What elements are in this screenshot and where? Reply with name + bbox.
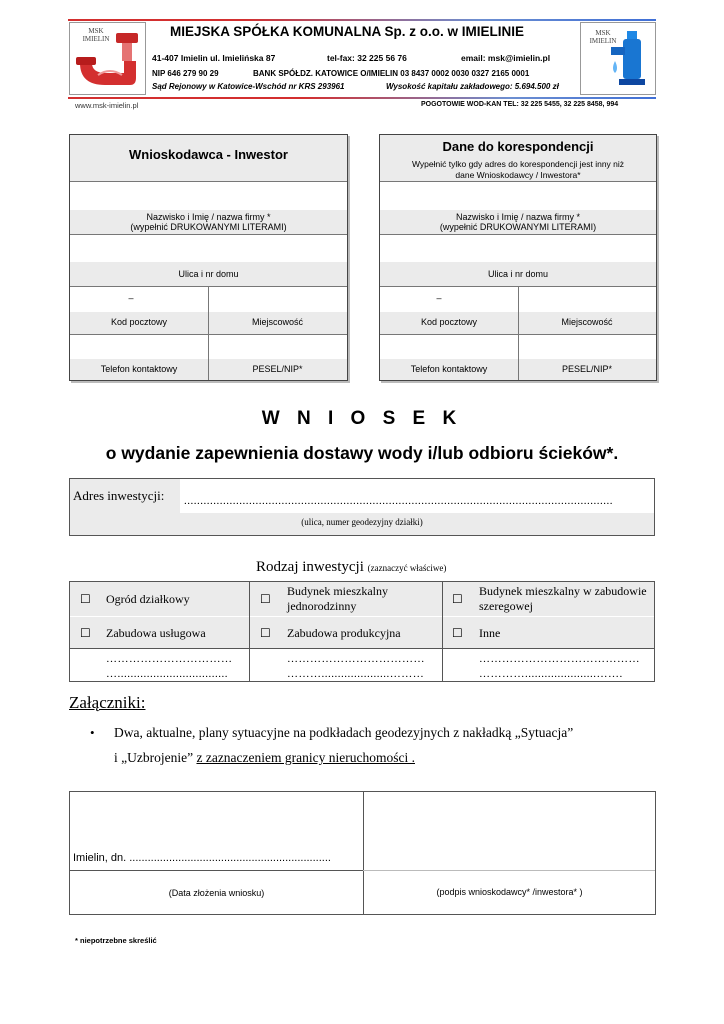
option-terraced-label	[479, 584, 647, 614]
company-court: Sąd Rejonowy w Katowice-Wschód nr KRS 293961	[152, 82, 345, 91]
applicant-street-label: Ulica i nr domu	[178, 269, 239, 279]
option-services-label: Zabudowa usługowa	[106, 626, 206, 640]
attachments-heading: Załączniki:	[69, 693, 146, 712]
option-production-label: Zabudowa produkcyjna	[287, 626, 401, 640]
other-entry-col2-line1: ………………………………	[287, 653, 425, 665]
document-title: W N I O S E K	[261, 408, 463, 429]
checkbox-services[interactable]: ☐	[80, 626, 91, 640]
other-entry-col3-line1: ……………………………………	[479, 653, 640, 665]
company-email: email: msk@imielin.pl	[461, 53, 551, 63]
applicant-city-label: Miejscowość	[251, 317, 303, 327]
document-subtitle: o wydanie zapewnienia dostawy wody i/lub odbioru ścieków*.	[105, 443, 619, 463]
other-entry-col2[interactable]	[287, 652, 439, 682]
applicant-pesel-field[interactable]	[208, 335, 347, 359]
applicant-name-label-1: Nazwisko i Imię / nazwa firmy *	[146, 212, 271, 222]
company-bank: BANK SPÓŁDZ. KATOWICE O/IMIELIN 03 8437 0002 0030 0327 2165 0001	[253, 69, 530, 78]
checkbox-production[interactable]: ☐	[260, 626, 271, 640]
attachments-line-2-prefix: i „Uzbrojenie”	[114, 750, 194, 765]
applicant-box	[69, 134, 348, 381]
company-nip: NIP 646 279 90 29	[152, 69, 219, 78]
footnote: * niepotrzebne skreślić	[75, 936, 157, 945]
signature-field[interactable]	[364, 792, 655, 870]
investment-address-box	[69, 478, 655, 536]
correspondence-phone-label: Telefon kontaktowy	[410, 364, 488, 374]
company-address: 41-407 Imielin ul. Imielińska 87	[152, 53, 276, 63]
checkbox-single-family[interactable]: ☐	[260, 592, 271, 606]
option-terraced-line2: szeregowej	[479, 599, 533, 613]
submission-date-label: (Data złożenia wniosku)	[168, 888, 265, 898]
correspondence-note-2: dane Wnioskodawcy / Inwestora*	[455, 170, 581, 180]
other-entry-col3-line2: …………......................…….	[479, 668, 623, 680]
checkbox-other[interactable]: ☐	[452, 626, 463, 640]
investment-type-heading-text: Rodzaj inwestycji	[256, 559, 364, 575]
other-entry-col2-line2: ……….....................………	[287, 668, 425, 680]
applicant-name-field[interactable]	[70, 182, 347, 210]
correspondence-pesel-label: PESEL/NIP*	[561, 364, 613, 374]
option-other-label: Inne	[479, 626, 501, 640]
applicant-city-field[interactable]	[208, 287, 347, 312]
applicant-name-label-2: (wypełnić DRUKOWANYMI LITERAMI)	[130, 222, 287, 232]
logo-left-text-1: MSK	[88, 27, 104, 35]
company-name: MIEJSKA SPÓŁKA KOMUNALNA Sp. z o.o. w IMIELINIE	[170, 24, 525, 39]
investment-type-heading-note: (zaznaczyć właściwe)	[367, 563, 447, 573]
logo-right-text-1: MSK	[595, 29, 611, 37]
correspondence-street-label: Ulica i nr domu	[487, 269, 549, 279]
emergency-phone: POGOTOWIE WOD-KAN TEL: 32 225 5455, 32 225 8458, 994	[421, 101, 619, 108]
applicant-title: Wnioskodawca - Inwestor	[129, 147, 288, 162]
option-terraced-line1: Budynek mieszkalny w zabudowie	[479, 584, 647, 598]
correspondence-name-field[interactable]	[380, 182, 656, 210]
investment-type-heading	[256, 559, 446, 576]
place-date-field[interactable]: Imielin, dn. ..................................................................	[73, 852, 331, 864]
correspondence-note	[380, 159, 656, 181]
water-hydrant-icon	[581, 23, 655, 94]
attachments-line-2	[114, 750, 415, 766]
correspondence-postcode-label: Kod pocztowy	[420, 317, 478, 327]
investment-address-hint: (ulica, numer geodezyjny działki)	[301, 517, 423, 527]
correspondence-box	[379, 134, 657, 381]
company-logo-right	[580, 22, 656, 95]
company-capital: Wysokość kapitału zakładowego: 5.694.500 zł	[386, 82, 559, 91]
checkbox-allotment[interactable]: ☐	[80, 592, 91, 606]
logo-right-text-2: IMIELIN	[589, 37, 617, 45]
applicant-phone-label: Telefon kontaktowy	[100, 364, 178, 374]
correspondence-name-label-1: Nazwisko i Imię / nazwa firmy *	[455, 212, 581, 222]
signature-table	[69, 791, 656, 915]
checkbox-terraced[interactable]: ☐	[452, 592, 463, 606]
investment-address-label: Adres inwestycji:	[73, 488, 165, 503]
company-telfax: tel-fax: 32 225 56 76	[327, 53, 407, 63]
applicant-postcode-label: Kod pocztowy	[110, 317, 168, 327]
company-logo-left	[69, 22, 146, 95]
correspondence-street-field[interactable]	[380, 235, 656, 262]
applicant-name-label	[70, 212, 347, 232]
other-entry-col1[interactable]	[106, 652, 246, 682]
option-single-family-line1: Budynek mieszkalny	[287, 584, 388, 598]
correspondence-note-1: Wypełnić tylko gdy adres do korespondencji jest inny niż	[411, 159, 625, 169]
correspondence-city-field[interactable]	[518, 287, 656, 312]
attachments-bullet: •	[90, 725, 95, 740]
applicant-postcode-field[interactable]: –	[128, 293, 134, 303]
applicant-street-field[interactable]	[70, 235, 347, 262]
signature-label: (podpis wnioskodawcy* /inwestora* )	[436, 887, 583, 897]
other-entry-col1-line2: …..................................	[106, 668, 228, 680]
correspondence-name-label	[380, 212, 656, 232]
logo-left-text-2: IMIELIN	[82, 35, 110, 43]
investment-type-table	[69, 581, 655, 682]
correspondence-phone-field[interactable]	[380, 335, 518, 359]
header-bottom-rule	[68, 97, 656, 99]
company-website-link[interactable]: www.msk-imielin.pl	[75, 101, 139, 110]
other-entry-col3[interactable]	[479, 652, 651, 682]
option-single-family-line2: jednorodzinny	[287, 599, 357, 613]
correspondence-name-label-2: (wypełnić DRUKOWANYMI LITERAMI)	[439, 222, 597, 232]
correspondence-pesel-field[interactable]	[518, 335, 656, 359]
correspondence-title: Dane do korespondencji	[442, 139, 594, 154]
correspondence-city-label: Miejscowość	[561, 317, 613, 327]
pipe-logo-icon	[70, 23, 145, 94]
other-entry-col1-line1: ……………………………	[106, 653, 233, 665]
correspondence-postcode-field[interactable]: –	[436, 293, 442, 303]
investment-address-input[interactable]: ....................................................................................................................................	[184, 495, 613, 507]
option-allotment-label: Ogród działkowy	[106, 592, 190, 606]
option-single-family-label	[287, 584, 388, 614]
applicant-pesel-label: PESEL/NIP*	[252, 364, 303, 374]
attachments-line-1: Dwa, aktualne, plany sytuacyjne na podkładach geodezyjnych z nakładką „Sytuacja”	[114, 725, 574, 740]
applicant-phone-field[interactable]	[70, 335, 208, 359]
header-top-rule	[68, 19, 656, 21]
attachments-line-2-underlined: z zaznaczeniem granicy nieruchomości .	[196, 750, 415, 765]
